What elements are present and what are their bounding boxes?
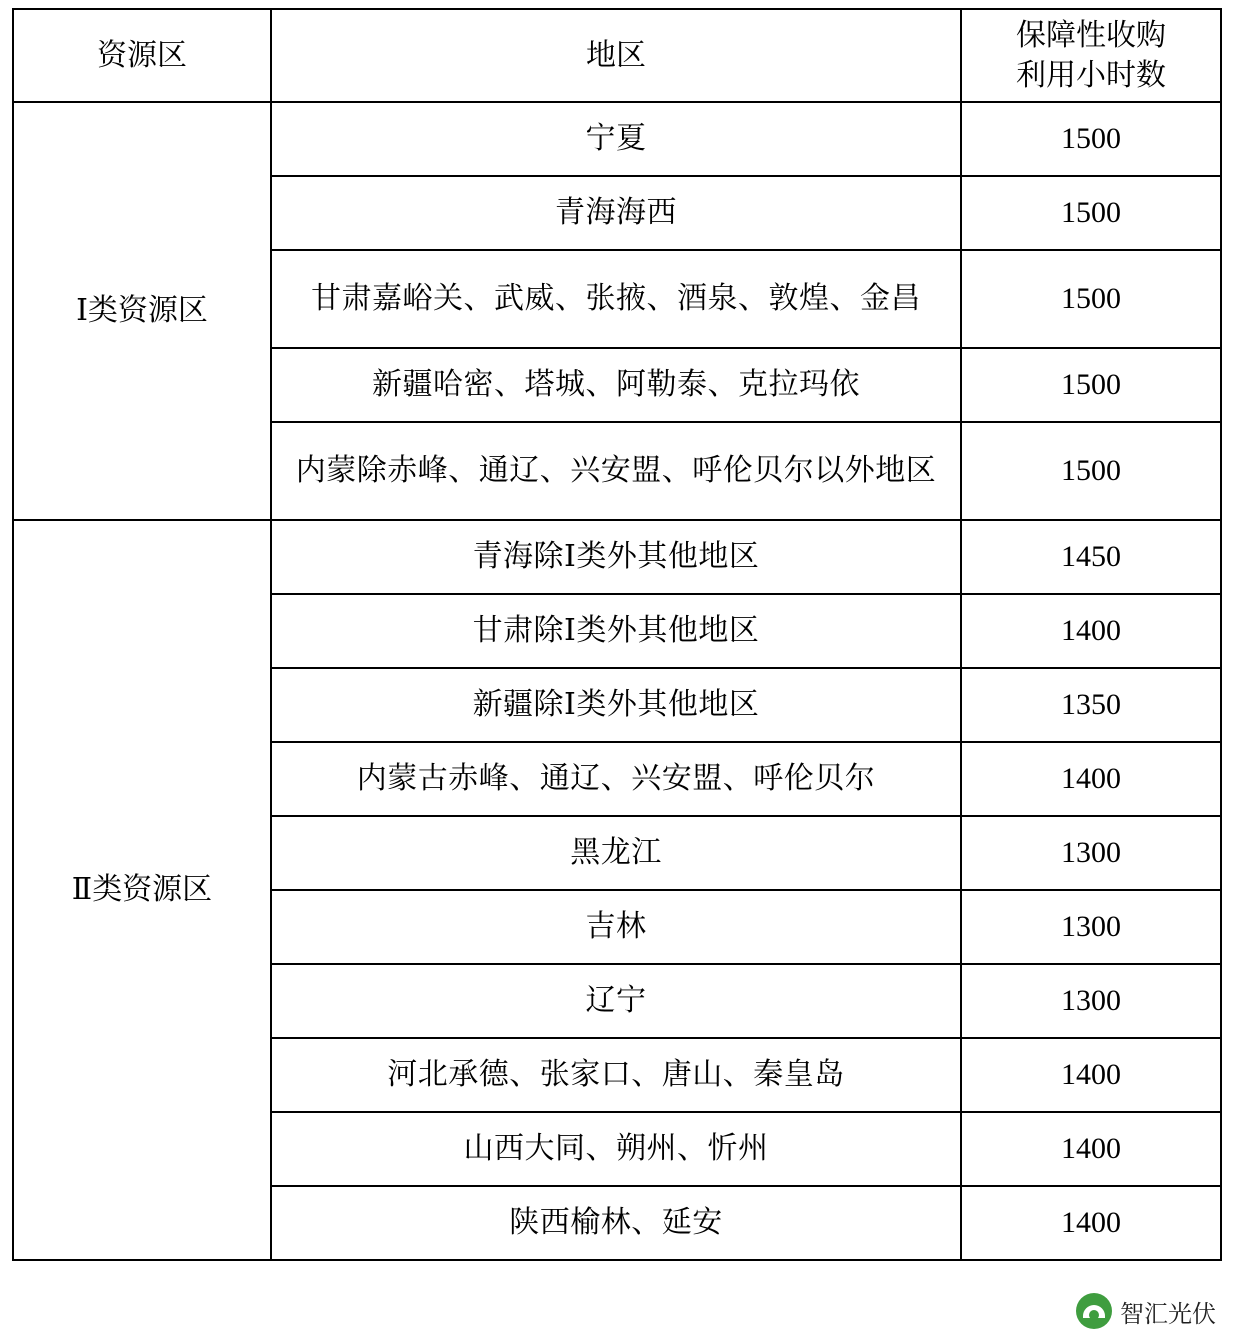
column-header-hours (961, 9, 1221, 102)
zone-cell-1: Ⅰ类资源区 (13, 102, 271, 520)
hours-cell: 1350 (961, 668, 1221, 742)
hours-cell: 1300 (961, 964, 1221, 1038)
watermark (1070, 1289, 1226, 1333)
column-header-hours-line2: 利用小时数 (1016, 58, 1166, 92)
hours-cell: 1400 (961, 1038, 1221, 1112)
zone-cell-2: Ⅱ类资源区 (13, 520, 271, 1260)
hours-cell: 1300 (961, 890, 1221, 964)
hours-cell: 1500 (961, 348, 1221, 422)
region-cell: 山西大同、朔州、忻州 (271, 1112, 961, 1186)
region-cell: 陕西榆林、延安 (271, 1186, 961, 1260)
hours-cell: 1400 (961, 1112, 1221, 1186)
region-cell: 甘肃嘉峪关、武威、张掖、酒泉、敦煌、金昌 (271, 250, 961, 348)
hours-cell: 1300 (961, 816, 1221, 890)
table-row (13, 102, 1221, 176)
table-header-row (13, 9, 1221, 102)
column-header-zone: 资源区 (13, 9, 271, 102)
hours-cell: 1500 (961, 102, 1221, 176)
hours-cell: 1500 (961, 422, 1221, 520)
region-cell: 甘肃除Ⅰ类外其他地区 (271, 594, 961, 668)
region-cell: 新疆除Ⅰ类外其他地区 (271, 668, 961, 742)
region-cell: 青海海西 (271, 176, 961, 250)
region-cell: 黑龙江 (271, 816, 961, 890)
leaf-badge-icon (1076, 1293, 1112, 1329)
hours-cell: 1400 (961, 742, 1221, 816)
hours-cell: 1500 (961, 250, 1221, 348)
hours-cell: 1400 (961, 594, 1221, 668)
region-cell: 河北承德、张家口、唐山、秦皇岛 (271, 1038, 961, 1112)
region-cell: 青海除Ⅰ类外其他地区 (271, 520, 961, 594)
document-page (0, 8, 1240, 1341)
region-cell: 内蒙除赤峰、通辽、兴安盟、呼伦贝尔以外地区 (271, 422, 961, 520)
region-cell: 吉林 (271, 890, 961, 964)
table-row (13, 520, 1221, 594)
table-header (13, 9, 1221, 102)
region-cell: 宁夏 (271, 102, 961, 176)
hours-cell: 1500 (961, 176, 1221, 250)
region-cell: 辽宁 (271, 964, 961, 1038)
watermark-label: 智汇光伏 (1120, 1300, 1216, 1328)
region-cell: 内蒙古赤峰、通辽、兴安盟、呼伦贝尔 (271, 742, 961, 816)
resource-zone-table (12, 8, 1222, 1261)
hours-cell: 1450 (961, 520, 1221, 594)
hours-cell: 1400 (961, 1186, 1221, 1260)
column-header-hours-line1: 保障性收购 (1016, 19, 1166, 52)
column-header-region: 地区 (271, 9, 961, 102)
region-cell: 新疆哈密、塔城、阿勒泰、克拉玛依 (271, 348, 961, 422)
table-body (13, 102, 1221, 1260)
